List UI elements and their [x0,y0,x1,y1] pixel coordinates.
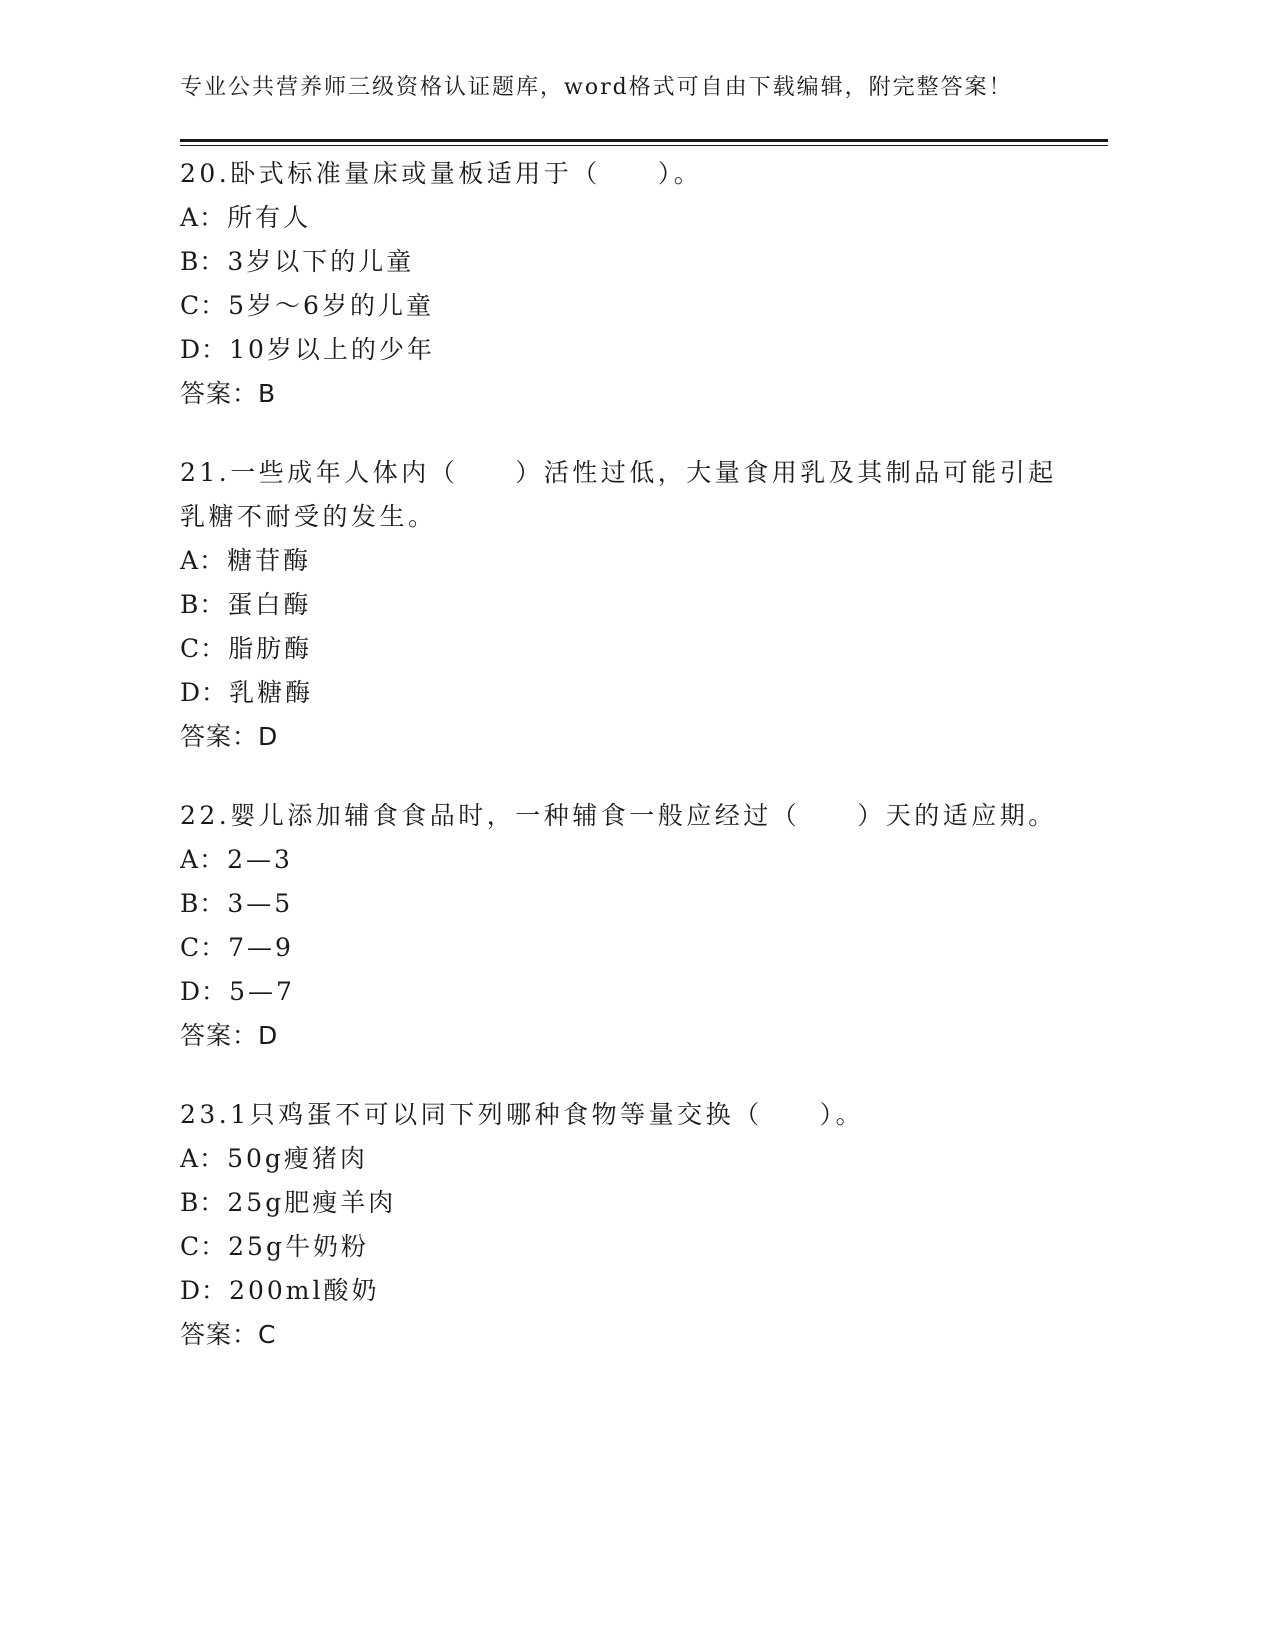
option-letter: D [180,678,202,707]
answer-option [180,1137,1080,1181]
option-text: 200ml酸奶 [229,1276,380,1305]
question-stem-line: 23.1只鸡蛋不可以同下列哪种食物等量交换（ ）。 [180,1100,865,1129]
answer-key: 答案：D [180,722,279,751]
option-separator: ： [200,634,229,663]
option-separator: ： [199,889,228,918]
answer-option [180,284,1080,328]
option-separator: ： [199,1144,228,1173]
question-stem [180,451,1080,539]
option-text: 50g瘦猪肉 [227,1144,368,1173]
option-text: 25g牛奶粉 [228,1232,369,1261]
question-stem [180,1093,1080,1137]
header-rule-thick [180,139,1108,142]
answer-option [180,1269,1080,1313]
option-text: 7—9 [228,933,294,962]
option-letter: B [180,889,200,918]
option-separator: ： [199,1188,228,1217]
option-letter: A [180,203,200,232]
question-block [180,1093,1080,1357]
option-text: 5岁～6岁的儿童 [228,291,434,320]
answer-option [180,240,1080,284]
option-text: 10岁以上的少年 [229,335,435,364]
option-letter: B [180,1188,200,1217]
option-letter: D [180,335,202,364]
option-letter: B [180,247,200,276]
option-letter: C [180,634,201,663]
option-text: 脂肪酶 [228,634,313,663]
page-header: 专业公共营养师三级资格认证题库，word格式可自由下载编辑，附完整答案！ [180,75,1013,100]
option-text: 乳糖酶 [229,678,314,707]
option-letter: D [180,977,202,1006]
answer-option [180,671,1080,715]
option-text: 25g肥瘦羊肉 [227,1188,397,1217]
answer-option [180,539,1080,583]
question-block [180,794,1080,1058]
question-stem-line: 20.卧式标准量床或量板适用于（ ）。 [180,159,703,188]
option-separator: ： [200,291,229,320]
question-stem [180,152,1080,196]
question-list [180,152,1080,1392]
answer-option [180,970,1080,1014]
option-letter: A [180,1144,200,1173]
option-letter: A [180,546,200,575]
answer-option [180,627,1080,671]
option-text: 3—5 [227,889,294,918]
answer-option [180,1225,1080,1269]
question-stem [180,794,1080,838]
answer-option [180,196,1080,240]
header-rule-thin [180,145,1108,146]
option-letter: C [180,933,201,962]
option-separator: ： [199,845,228,874]
option-separator: ： [201,335,230,364]
question-stem-line: 乳糖不耐受的发生。 [180,502,437,531]
option-separator: ： [199,203,228,232]
answer-key: 答案：B [180,379,277,408]
option-text: 5—7 [229,977,295,1006]
answer-option [180,583,1080,627]
option-separator: ： [200,1232,229,1261]
option-separator: ： [199,590,228,619]
option-text: 蛋白酶 [227,590,312,619]
option-text: 2—3 [227,845,293,874]
option-letter: C [180,291,201,320]
question-stem-line: 22.婴儿添加辅食食品时，一种辅食一般应经过（ ）天的适应期。 [180,801,1057,830]
question-stem-line: 21.一些成年人体内（ ）活性过低，大量食用乳及其制品可能引起 [180,458,1057,487]
answer-option [180,882,1080,926]
answer-key: 答案：C [180,1320,277,1349]
option-text: 3岁以下的儿童 [227,247,415,276]
option-separator: ： [200,933,229,962]
answer-option [180,1181,1080,1225]
option-letter: B [180,590,200,619]
question-block [180,451,1080,759]
answer-option [180,328,1080,372]
option-letter: C [180,1232,201,1261]
option-separator: ： [201,678,230,707]
option-separator: ： [199,546,228,575]
option-separator: ： [201,977,230,1006]
answer-key: 答案：D [180,1021,279,1050]
answer-option [180,838,1080,882]
option-text: 所有人 [227,203,312,232]
option-separator: ： [201,1276,230,1305]
question-block [180,152,1080,416]
option-text: 糖苷酶 [227,546,312,575]
option-separator: ： [199,247,228,276]
answer-option [180,926,1080,970]
option-letter: A [180,845,200,874]
option-letter: D [180,1276,202,1305]
